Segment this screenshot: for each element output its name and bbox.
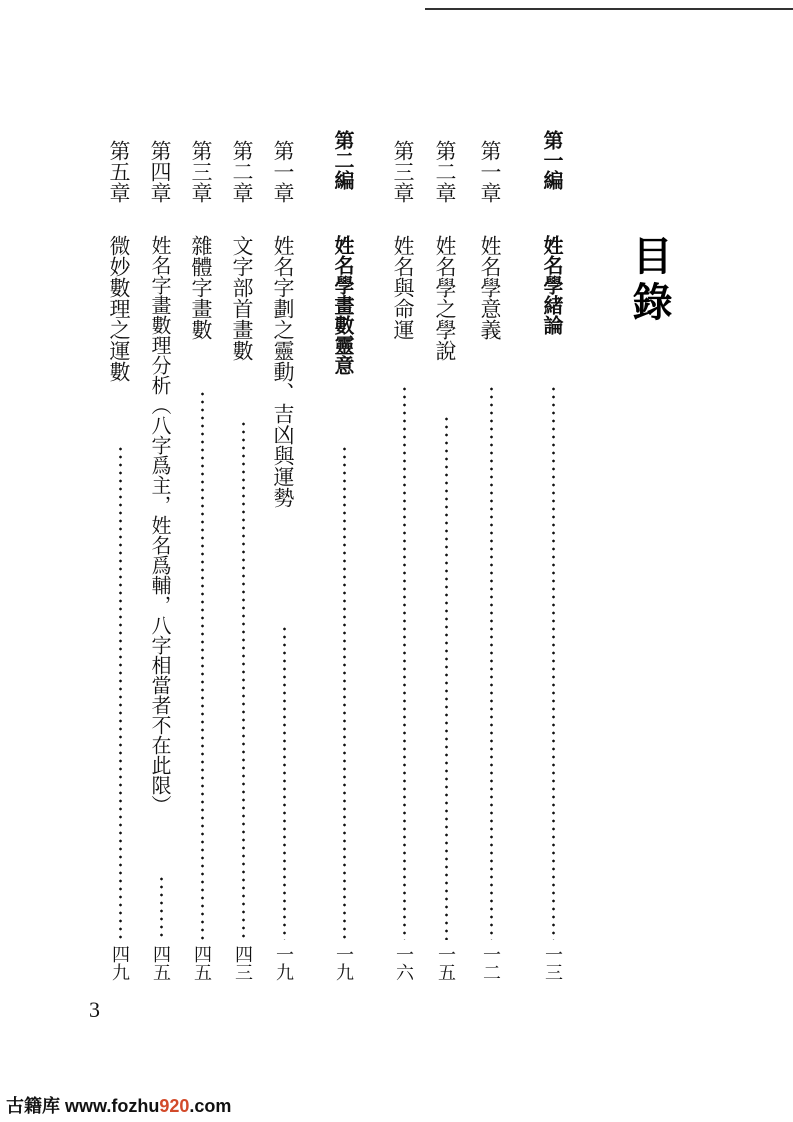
top-rule bbox=[425, 8, 793, 10]
chapter-label: 第一章 bbox=[478, 140, 502, 203]
page-number: 一六 bbox=[393, 945, 414, 981]
leader-dots bbox=[119, 445, 122, 940]
toc-entry-part-1-chapter-1[interactable] bbox=[475, 140, 509, 990]
leader-dots bbox=[343, 445, 346, 940]
chapter-title: 姓名字劃之靈動、吉凶與運勢 bbox=[271, 235, 295, 508]
watermark-url-number: 920 bbox=[159, 1096, 190, 1116]
chapter-title: 微妙數理之運數 bbox=[107, 235, 131, 382]
toc-entry-part-2[interactable] bbox=[328, 130, 362, 990]
page-number: 四五 bbox=[150, 945, 171, 981]
part-label: 第二編 bbox=[331, 130, 355, 190]
leader-dots bbox=[160, 875, 163, 940]
toc-entry-part-1[interactable] bbox=[537, 130, 571, 990]
chapter-label: 第一章 bbox=[271, 140, 295, 203]
page-number: 一三 bbox=[542, 945, 563, 981]
chapter-label: 第二章 bbox=[230, 140, 254, 203]
chapter-title: 姓名與命運 bbox=[391, 235, 415, 340]
chapter-title: 姓名學之學說 bbox=[433, 235, 457, 361]
chapter-title: 雜體字畫數 bbox=[189, 235, 213, 340]
page-number: 一五 bbox=[435, 945, 456, 981]
chapter-title: 文字部首畫數 bbox=[230, 235, 254, 361]
leader-dots bbox=[242, 420, 245, 940]
toc-entry-part-2-chapter-2[interactable] bbox=[227, 140, 261, 990]
chapter-label: 第四章 bbox=[148, 140, 172, 203]
watermark-site-name: 古籍库 bbox=[6, 1096, 60, 1116]
part-title: 姓名學緒論 bbox=[540, 235, 564, 335]
toc-entry-part-1-chapter-3[interactable] bbox=[388, 140, 422, 990]
leader-dots bbox=[490, 385, 493, 940]
chapter-label: 第三章 bbox=[391, 140, 415, 203]
leader-dots bbox=[445, 415, 448, 940]
leader-dots bbox=[552, 385, 555, 940]
toc-entry-part-2-chapter-3[interactable] bbox=[186, 140, 220, 990]
page-number: 四九 bbox=[109, 945, 130, 981]
folio-page-number: 3 bbox=[89, 997, 100, 1022]
toc-entry-part-2-chapter-1[interactable] bbox=[268, 140, 302, 990]
watermark-url-prefix: www.fozhu bbox=[65, 1096, 160, 1116]
page-number: 一九 bbox=[273, 945, 294, 981]
watermark bbox=[6, 1092, 231, 1118]
page-number: 四三 bbox=[232, 945, 253, 981]
toc-entry-part-2-chapter-4[interactable] bbox=[145, 140, 179, 990]
leader-dots bbox=[201, 390, 204, 940]
page-number: 四五 bbox=[191, 945, 212, 981]
page-title: 目錄 bbox=[626, 235, 672, 327]
chapter-title: 姓名字畫數理分析（八字爲主，姓名爲輔，八字相當者不在此限） bbox=[148, 235, 172, 815]
chapter-label: 第二章 bbox=[433, 140, 457, 203]
toc-entry-part-2-chapter-5[interactable] bbox=[104, 140, 138, 990]
page-number: 一九 bbox=[333, 945, 354, 981]
leader-dots bbox=[403, 385, 406, 940]
watermark-url-suffix: .com bbox=[189, 1096, 232, 1116]
chapter-label: 第三章 bbox=[189, 140, 213, 203]
part-title: 姓名學畫數靈意 bbox=[331, 235, 355, 375]
chapter-label: 第五章 bbox=[107, 140, 131, 203]
leader-dots bbox=[283, 625, 286, 940]
chapter-title: 姓名學意義 bbox=[478, 235, 502, 340]
toc-entry-part-1-chapter-2[interactable] bbox=[430, 140, 464, 990]
part-label: 第一編 bbox=[540, 130, 564, 190]
page-number: 一二 bbox=[480, 945, 501, 981]
